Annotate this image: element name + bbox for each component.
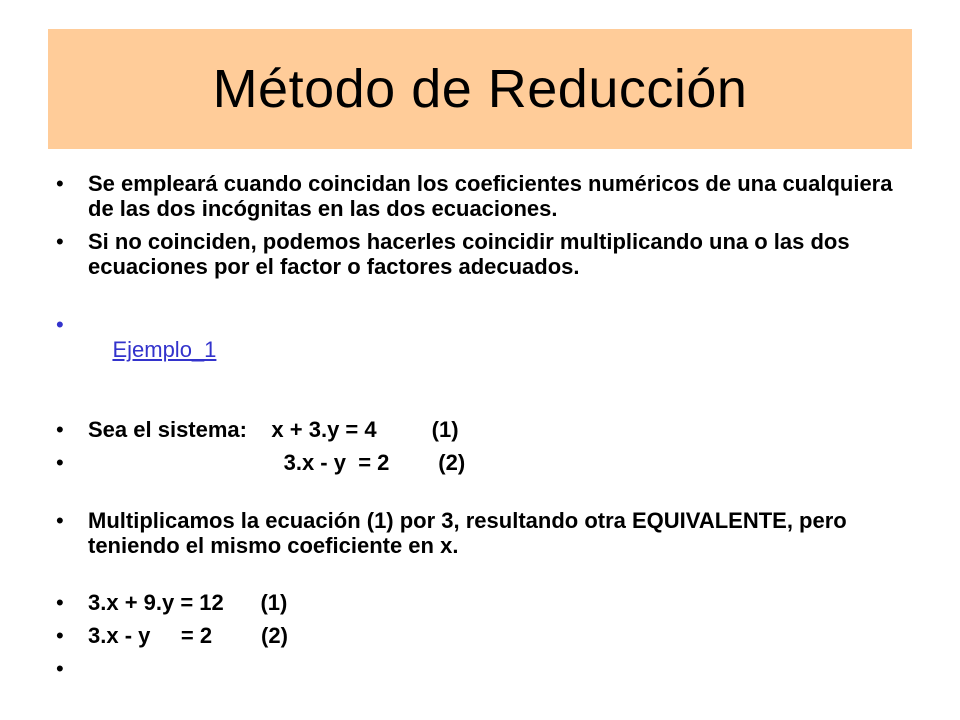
slide-title: Método de Reducción	[212, 59, 748, 119]
bullet-item: • 3.x - y = 2 (2)	[56, 450, 916, 475]
bullet-list	[56, 171, 916, 681]
bullet-item: • Sea el sistema: x + 3.y = 4 (1)	[56, 417, 916, 442]
title-banner	[48, 29, 912, 149]
bullet-item: • 3.x - y = 2 (2)	[56, 623, 916, 648]
ejemplo-link[interactable]: Ejemplo_1	[112, 337, 217, 362]
bullet-item-link[interactable]	[56, 312, 916, 387]
bullet-item: • Si no coinciden, podemos hacerles coincidir multiplicando una o las dos ecuaciones por el factor o factores adecuados.	[56, 229, 916, 279]
bullet-item: • 3.x + 9.y = 12 (1)	[56, 590, 916, 615]
bullet-item: • Se empleará cuando coincidan los coeficientes numéricos de una cualquiera de las dos incógnitas en las dos ecuaciones.	[56, 171, 916, 221]
bullet-item: • Multiplicamos la ecuación (1) por 3, resultando otra EQUIVALENTE, pero teniendo el mismo coeficiente en x.	[56, 508, 916, 558]
bullet-item-empty	[56, 656, 916, 681]
